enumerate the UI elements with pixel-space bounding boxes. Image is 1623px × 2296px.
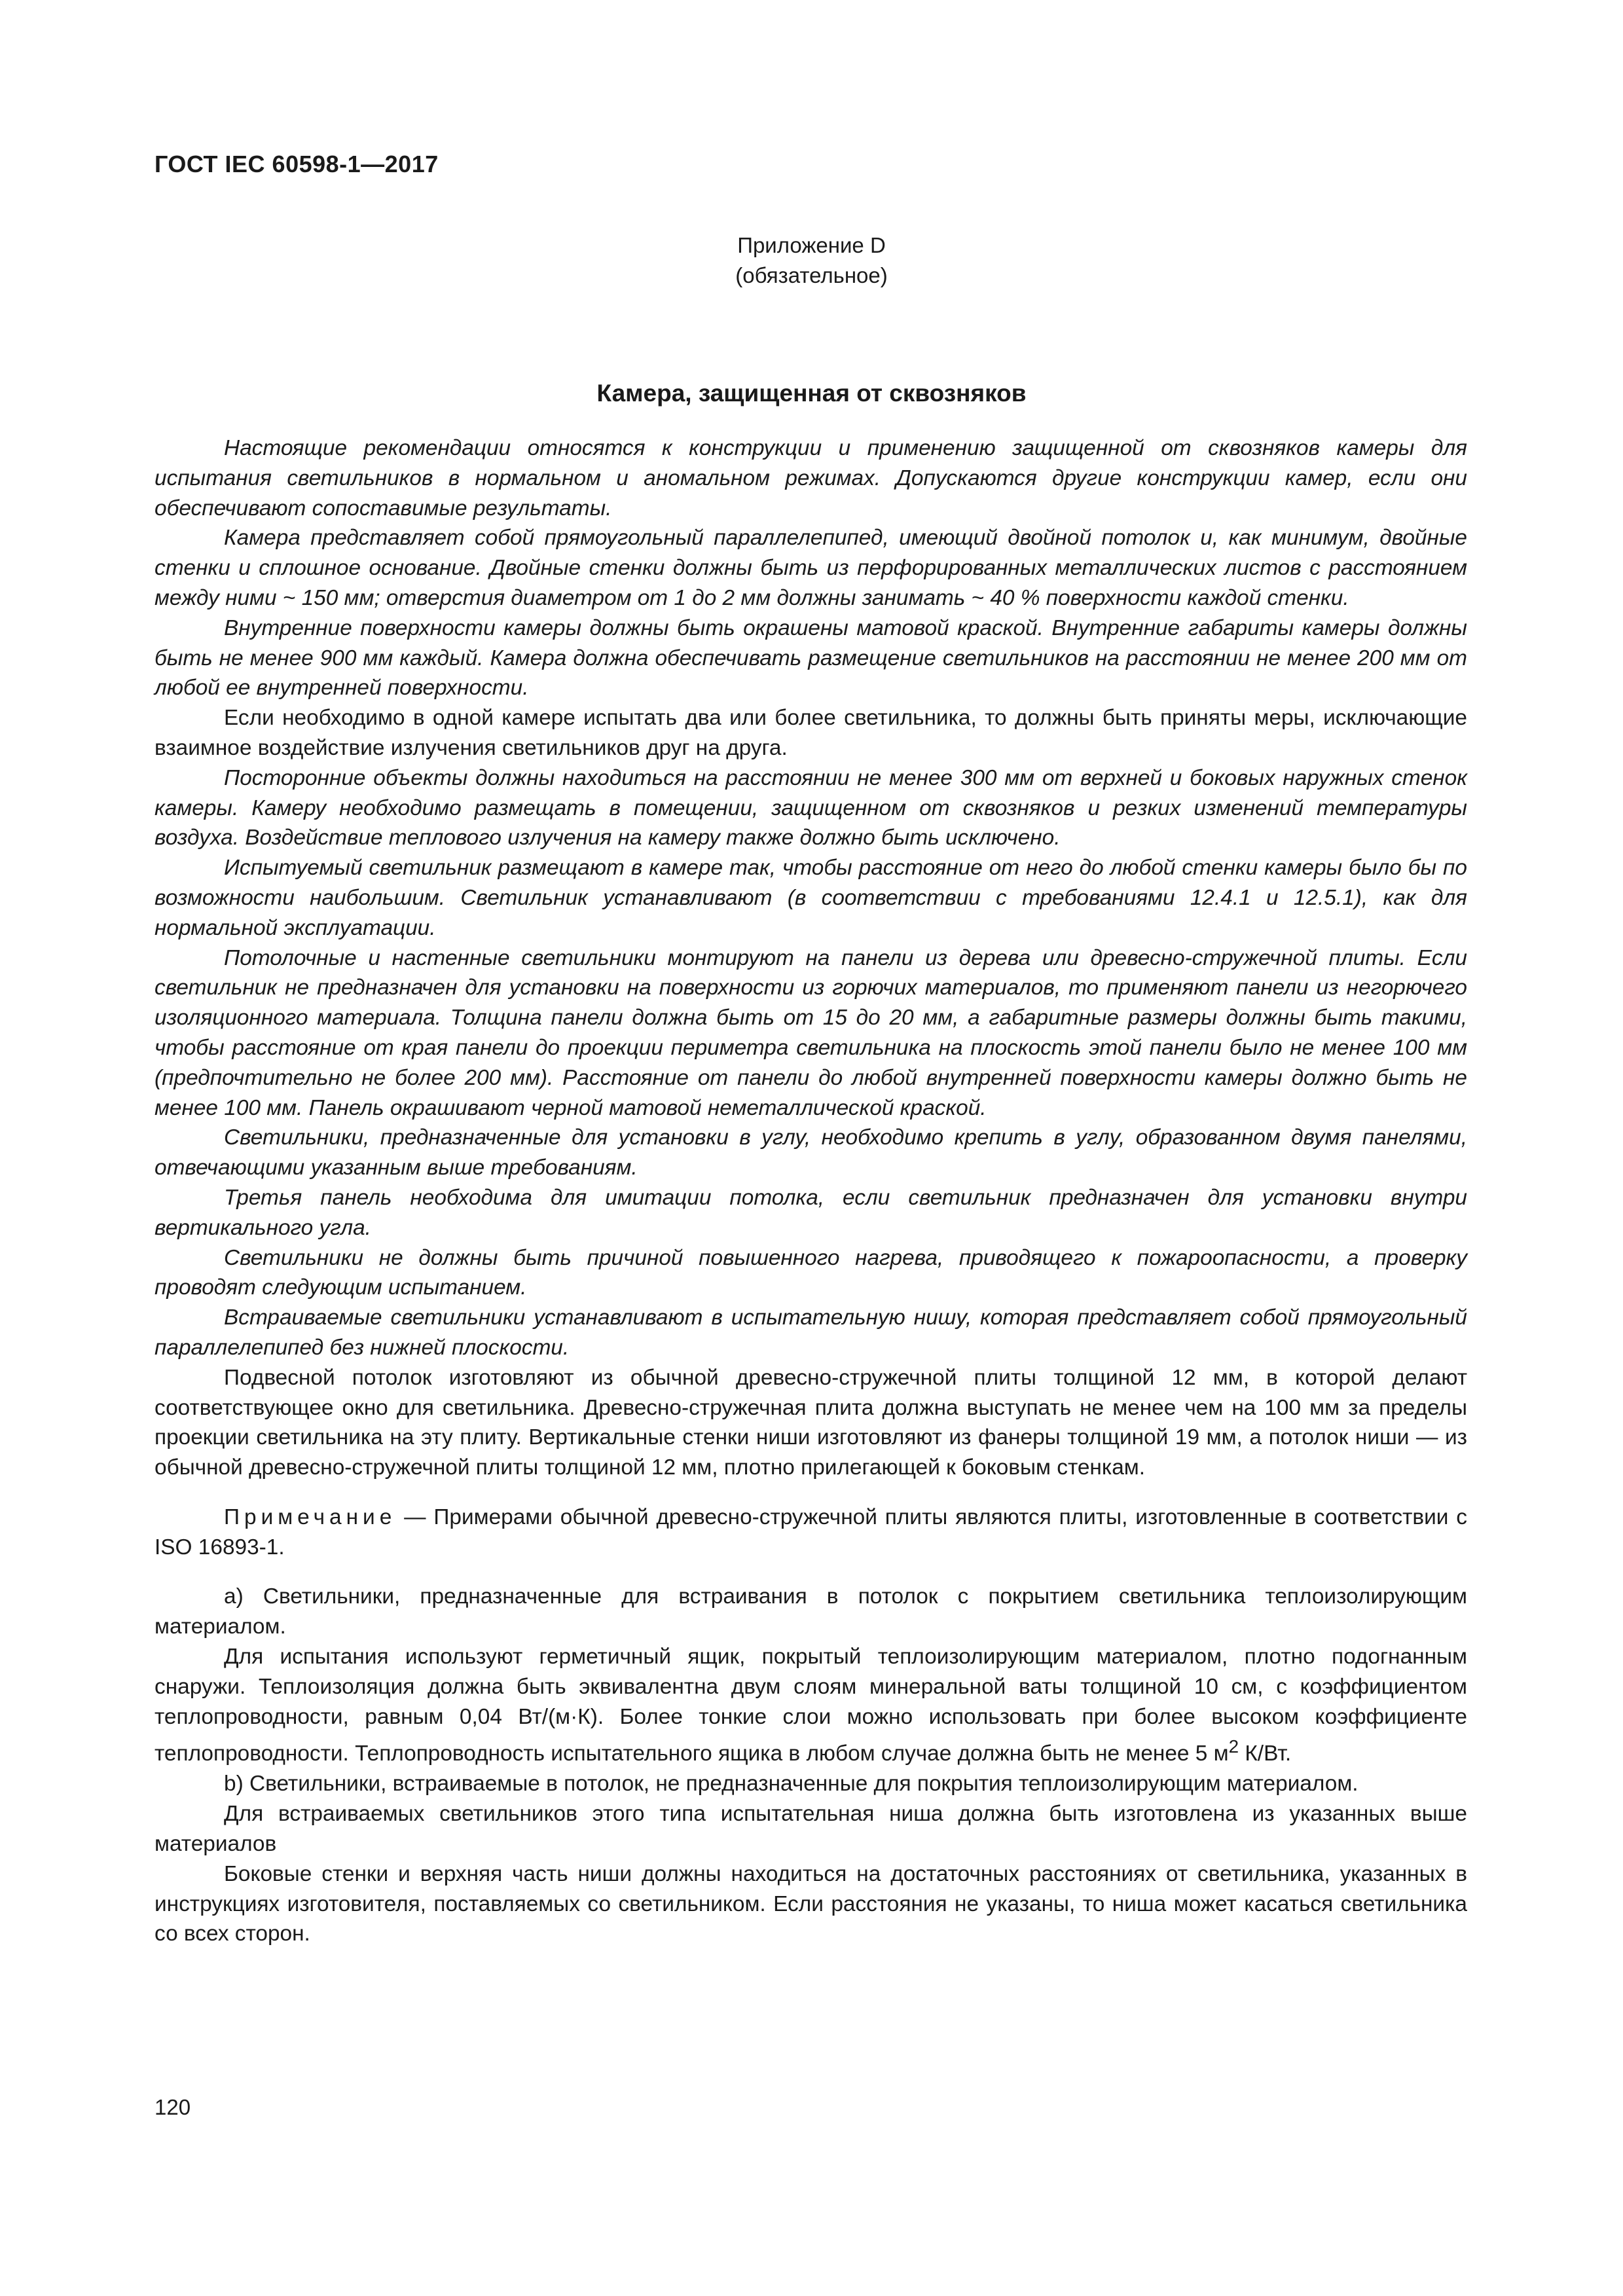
paragraph-last: Боковые стенки и верхняя часть ниши должны находиться на достаточных расстояниях от светильника, указанных в инструкциях изготовителя, поставляемых со светильником. Если расстояния не указаны, то ниша может касаться светильника со всех сторон. (155, 1861, 1467, 1946)
appendix-status: (обязательное) (735, 263, 888, 287)
document-header: ГОСТ IEC 60598-1—2017 (155, 151, 439, 177)
superscript: 2 (1228, 1736, 1239, 1757)
paragraph: Испытуемый светильник размещают в камере так, чтобы расстояние от него до любой стенки камеры было бы по возможности наибольшим. Светильник устанавливают (в соответствии с требованиями 12.4.1 и 12.5.1), как для нормальной эксплуатации. (155, 856, 1467, 940)
note-label: Примечание (224, 1504, 397, 1529)
paragraph: Встраиваемые светильники устанавливают в испытательную нишу, которая представляет собой прямоугольный параллелепипед без нижней плоскости. (155, 1305, 1467, 1360)
paragraph: Подвесной потолок изготовляют из обычной древесно-стружечной плиты толщиной 12 мм, в которой делают соответствующее окно для светильника. Древесно-стружечная плита должна выступать не менее чем на 100 мм за пределы проекции светильника на эту плиту. Вертикальные стенки ниши изготовляют из фанеры толщиной 19 мм, а потолок ниши — из обычной древесно-стружечной плиты толщиной 12 мм, плотно прилегающей к боковым стенкам. (155, 1365, 1467, 1480)
paragraph: Третья панель необходима для имитации потолка, если светильник предназначен для установки внутри вертикального угла. (155, 1185, 1467, 1240)
paragraph: Посторонние объекты должны находиться на расстоянии не менее 300 мм от верхней и боковых наружных стенок камеры. Камеру необходимо размещать в помещении, защищенном от сквозняков и резких изменений температуры воздуха. Воздействие теплового излучения на камеру также должно быть исключено. (155, 765, 1467, 850)
paragraph: Внутренние поверхности камеры должны быть окрашены матовой краской. Внутренние габариты камеры должны быть не менее 900 мм каждый. Камера должна обеспечивать размещение светильников на расстоянии не менее 200 мм от любой ее внутренней поверхности. (155, 615, 1467, 701)
paragraph-b-heading: b) Светильники, встраиваемые в потолок, не предназначенные для покрытия теплоизолирующим материалом. (224, 1772, 1359, 1796)
paragraph: Камера представляет собой прямоугольный параллелепипед, имеющий двойной потолок и, как минимум, двойные стенки и сплошное основание. Двойные стенки должны быть из перфорированных металлических листов с расстоянием между ними ~ 150 мм; отверстия диаметром от 1 до 2 мм должны занимать ~ 40 % поверхности каждой стенки. (155, 526, 1467, 610)
paragraph-b-body: Для встраиваемых светильников этого типа испытательная ниша должна быть изготовлена из указанных выше материалов (155, 1802, 1467, 1856)
paragraph: Настоящие рекомендации относятся к конструкции и применению защищенной от сквозняков камеры для испытания светильников в нормальном и аномальном режимах. Допускаются другие конструкции камер, если они обеспечивают сопоставимые результаты. (155, 436, 1467, 520)
paragraph: Потолочные и настенные светильники монтируют на панели из дерева или древесно-стружечной плиты. Если светильник не предназначен для установки на поверхности из горючих материалов, то применяют панели из негорючего изоляционного материала. Толщина панели должна быть от 15 до 20 мм, а габаритные размеры должны быть такими, чтобы расстояние от края панели до проекции периметра светильника на плоскость этой панели было не менее 100 мм (предпочтительно не более 200 мм). Расстояние от панели до любой внутренней поверхности камеры должно быть не менее 100 мм. Панель окрашивают черной матовой неметаллической краской. (155, 945, 1467, 1120)
note-text: — Примерами обычной древесно-стружечной плиты являются плиты, изготовленные в соответствии с ISO 16893-1. (155, 1504, 1467, 1559)
appendix-title: Приложение D (737, 233, 886, 257)
paragraph: Светильники не должны быть причиной повышенного нагрева, приводящего к пожароопасности, а проверку проводят следующим испытанием. (155, 1245, 1467, 1300)
paragraph-a-body (155, 1642, 1467, 1769)
section-title: Камера, защищенная от сквозняков (596, 380, 1027, 407)
document-body (155, 433, 1467, 1949)
note (155, 1503, 1467, 1563)
paragraph: Если необходимо в одной камере испытать два или более светильника, то должны быть приняты меры, исключающие взаимное воздействие излучения светильников друг на друга. (155, 706, 1467, 760)
paragraph-a-heading: а) Светильники, предназначенные для встраивания в потолок с покрытием светильника теплоизолирующим материалом. (155, 1584, 1467, 1639)
paragraph-a-unit: К/Вт. (1239, 1741, 1292, 1766)
appendix-heading (0, 230, 1623, 291)
paragraph: Светильники, предназначенные для установки в углу, необходимо крепить в углу, образованном двумя панелями, отвечающими указанным выше требованиям. (155, 1125, 1467, 1180)
page-number: 120 (155, 2095, 191, 2119)
paragraph-a-text: Для испытания используют герметичный ящик, покрытый теплоизолирующим материалом, плотно подогнанным снаружи. Теплоизоляция должна быть эквивалентна двум слоям минеральной ваты толщиной 10 см, с коэффициентом теплопроводности, равным 0,04 Вт/(м·К). Более тонкие слои можно использовать при более высоком коэффициенте теплопроводности. Теплопроводность испытательного ящика в любом случае должна быть не менее 5 м (155, 1645, 1467, 1766)
